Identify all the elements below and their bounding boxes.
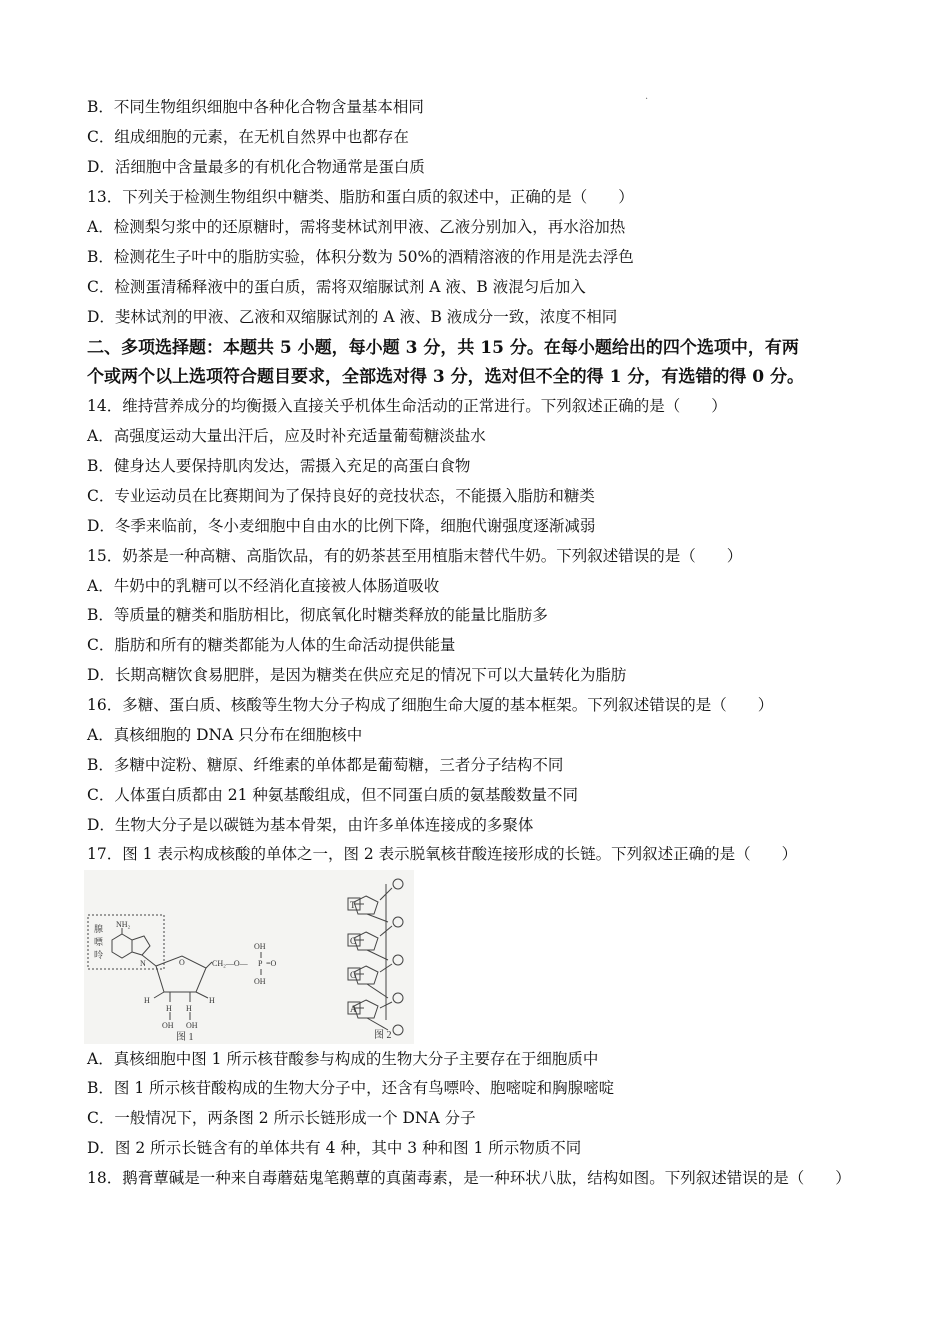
- deoxyribose: [354, 1000, 378, 1018]
- option-line: D．长期高糖饮食易肥胖，是因为糖类在供应充足的情况下可以大量转化为脂肪: [87, 666, 627, 684]
- option-line: C．专业运动员在比赛期间为了保持良好的竞技状态，不能摄入脂肪和糖类: [87, 487, 595, 505]
- option-line: A．真核细胞中图 1 所示核苷酸参与构成的生物大分子主要存在于细胞质中: [87, 1050, 599, 1068]
- option-line: A．检测梨匀浆中的还原糖时，需将斐林试剂甲液、乙液分别加入，再水浴加热: [87, 218, 626, 236]
- option-line: B．多糖中淀粉、糖原、纤维素的单体都是葡萄糖，三者分子结构不同: [87, 756, 564, 774]
- p-double-o: =O: [266, 959, 277, 968]
- base-label: A: [350, 1004, 357, 1014]
- option-line: B．健身达人要保持肌肉发达，需摄入充足的高蛋白食物: [87, 457, 471, 475]
- option-line: B．检测花生子叶中的脂肪实验，体积分数为 50%的酒精溶液的作用是洗去浮色: [87, 248, 634, 266]
- h-atom: H: [166, 1004, 172, 1013]
- p-atom: P: [258, 959, 263, 968]
- option-line: A．牛奶中的乳糖可以不经消化直接被人体肠道吸收: [87, 577, 440, 595]
- option-line: C．一般情况下，两条图 2 所示长链形成一个 DNA 分子: [87, 1109, 476, 1127]
- option-line: D．斐林试剂的甲液、乙液和双缩脲试剂的 A 液、B 液成分一致，浓度不相同: [87, 308, 618, 326]
- base-label: C: [350, 936, 357, 946]
- oh-group: OH: [162, 1021, 174, 1030]
- section-heading: 二、多项选择题：本题共 5 小题，每小题 3 分，共 15 分。在每小题给出的四个选项中，有两: [87, 338, 799, 358]
- option-line: D．冬季来临前，冬小麦细胞中自由水的比例下降，细胞代谢强度逐渐减弱: [87, 517, 596, 535]
- phosphate: [393, 1025, 403, 1035]
- base-label: T: [350, 900, 356, 910]
- question-16: 16．多糖、蛋白质、核酸等生物大分子构成了细胞生命大厦的基本框架。下列叙述错误的是（ ）: [87, 696, 774, 714]
- purine-ring-5: [132, 936, 150, 955]
- figure-2-caption: 图 2: [374, 1030, 392, 1041]
- option-line: C．组成细胞的元素，在无机自然界中也都存在: [87, 128, 409, 146]
- phosphate: [393, 879, 403, 889]
- phosphate: [393, 955, 403, 965]
- option-line: A．高强度运动大量出汗后，应及时补充适量葡萄糖淡盐水: [87, 427, 486, 445]
- option-line: B．不同生物组织细胞中各种化合物含量基本相同: [87, 98, 424, 116]
- adenine-label: 嘌: [94, 937, 104, 947]
- o-atom: O: [179, 958, 185, 967]
- n-atom: N: [140, 959, 146, 968]
- adenine-label: 腺: [94, 924, 104, 934]
- question-15: 15．奶茶是一种高糖、高脂饮品，有的奶茶甚至用植脂末替代牛奶。下列叙述错误的是（ ）: [87, 547, 743, 565]
- oh-group: OH: [186, 1021, 198, 1030]
- deoxyribose: [354, 932, 378, 950]
- option-line: A．真核细胞的 DNA 只分布在细胞核中: [87, 726, 363, 744]
- option-line: D．生物大分子是以碳链为基本骨架，由许多单体连接成的多聚体: [87, 816, 534, 834]
- question-17: 17．图 1 表示构成核酸的单体之一，图 2 表示脱氧核苷酸连接形成的长链。下列叙述正确的是（ ）: [87, 845, 798, 863]
- question-13: 13．下列关于检测生物组织中糖类、脂肪和蛋白质的叙述中，正确的是（ ）: [87, 188, 634, 206]
- section-heading: 个或两个以上选项符合题目要求，全部选对得 3 分，选对但不全的得 1 分，有选错的得 0 分。: [87, 367, 804, 387]
- question-18: 18．鹅膏蕈碱是一种来自毒蘑菇鬼笔鹅蕈的真菌毒素，是一种环状八肽，结构如图。下列叙述错误的是（ ）: [87, 1169, 851, 1187]
- purine-ring-6: [112, 934, 132, 958]
- stray-mark: ·: [645, 94, 649, 105]
- adenine-label: 呤: [94, 950, 104, 960]
- h-atom: H: [144, 996, 150, 1005]
- deoxyribose: [354, 896, 378, 914]
- h-atom: H: [209, 996, 215, 1005]
- nucleotide-figure: [84, 870, 414, 1044]
- phosphate: [393, 917, 403, 927]
- option-line: B．图 1 所示核苷酸构成的生物大分子中，还含有鸟嘌呤、胞嘧啶和胸腺嘧啶: [87, 1079, 615, 1097]
- option-line: C．检测蛋清稀释液中的蛋白质，需将双缩脲试剂 A 液、B 液混匀后加入: [87, 278, 586, 296]
- option-line: C．脂肪和所有的糖类都能为人体的生命活动提供能量: [87, 636, 456, 654]
- nh2-label: NH₂: [116, 920, 131, 929]
- figure-1-caption: 图 1: [176, 1032, 194, 1043]
- oh-group: OH: [254, 942, 266, 951]
- deoxyribose: [354, 966, 378, 984]
- option-line: C．人体蛋白质都由 21 种氨基酸组成，但不同蛋白质的氨基酸数量不同: [87, 786, 578, 804]
- base-label: G: [350, 970, 357, 980]
- option-line: D．图 2 所示长链含有的单体共有 4 种，其中 3 种和图 1 所示物质不同: [87, 1139, 582, 1157]
- oh-group: OH: [254, 977, 266, 986]
- option-line: B．等质量的糖类和脂肪相比，彻底氧化时糖类释放的能量比脂肪多: [87, 606, 548, 624]
- ch2-o-label: CH₂—O—: [212, 959, 248, 968]
- question-14: 14．维持营养成分的均衡摄入直接关乎机体生命活动的正常进行。下列叙述正确的是（ ）: [87, 397, 727, 415]
- option-line: D．活细胞中含量最多的有机化合物通常是蛋白质: [87, 158, 425, 176]
- phosphate: [393, 993, 403, 1003]
- h-atom: H: [186, 1004, 192, 1013]
